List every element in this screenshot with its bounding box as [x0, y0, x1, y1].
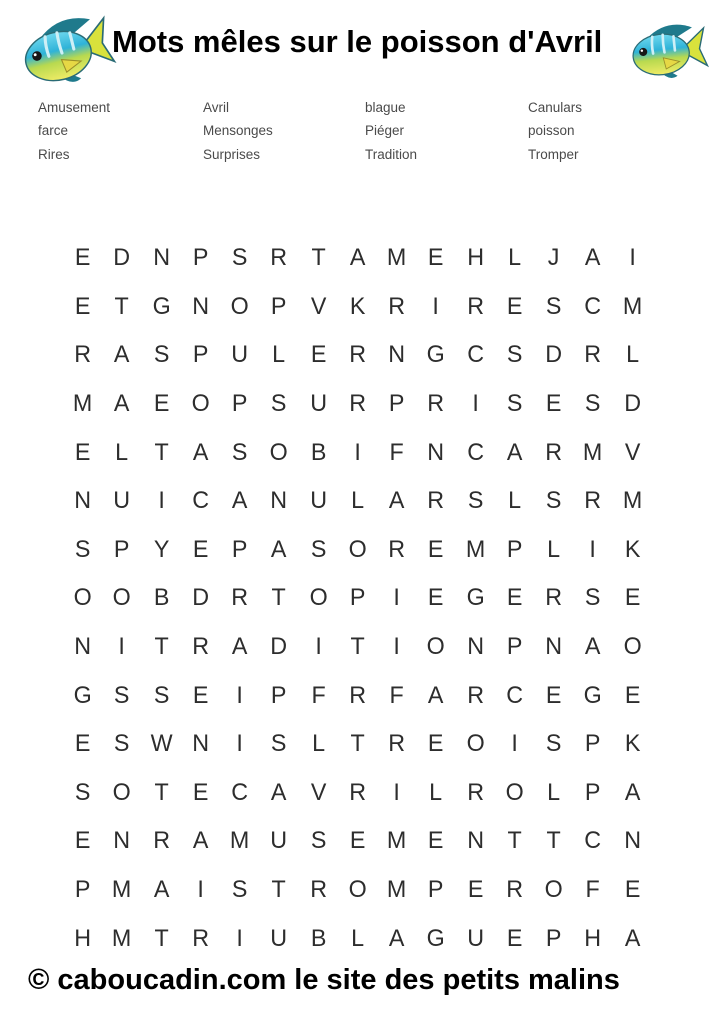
- grid-letter: C: [192, 487, 209, 515]
- grid-letter: Y: [153, 535, 169, 563]
- grid-letter: R: [584, 341, 602, 369]
- grid-letter: R: [349, 681, 366, 709]
- grid-letter: L: [625, 341, 639, 369]
- grid-letter: S: [271, 390, 287, 418]
- grid-letter: T: [154, 778, 169, 806]
- grid-letter: I: [314, 633, 322, 661]
- grid-letter: E: [74, 827, 91, 855]
- grid-letter: P: [506, 535, 523, 563]
- grid-letter: O: [230, 292, 249, 320]
- grid-letter: S: [546, 730, 562, 758]
- grid-letter: S: [74, 778, 91, 806]
- grid-letter: S: [74, 535, 91, 563]
- grid-letter: E: [624, 584, 641, 612]
- grid-letter: F: [311, 681, 326, 709]
- grid-letter: P: [271, 292, 287, 320]
- grid-letter: L: [115, 438, 129, 466]
- grid-letter: M: [387, 876, 407, 904]
- grid-letter: I: [511, 730, 518, 758]
- grid-letter: I: [393, 633, 400, 661]
- grid-letter: G: [73, 681, 92, 709]
- grid-letter: A: [388, 924, 405, 952]
- grid-letter: A: [153, 876, 169, 904]
- word-list-item: Canulars: [528, 100, 583, 115]
- grid-letter: I: [629, 244, 636, 272]
- grid-letter: E: [428, 584, 444, 612]
- grid-letter: H: [466, 244, 484, 272]
- grid-letter: P: [114, 535, 130, 563]
- grid-letter: I: [236, 924, 243, 952]
- word-list-item: Amusement: [38, 100, 111, 115]
- word-list-item: poisson: [528, 123, 575, 139]
- grid-letter: E: [546, 681, 562, 709]
- grid-letter: A: [192, 438, 209, 466]
- grid-letter: R: [388, 292, 406, 320]
- grid-letter: R: [584, 487, 602, 515]
- grid-letter: E: [310, 341, 326, 369]
- grid-letter: P: [192, 341, 209, 369]
- grid-letter: S: [114, 681, 130, 709]
- grid-letter: P: [231, 390, 248, 418]
- grid-letter: L: [311, 730, 325, 758]
- grid-letter: R: [349, 341, 366, 369]
- grid-letter: P: [74, 876, 91, 904]
- grid-letter: L: [508, 244, 522, 272]
- grid-letter: T: [154, 438, 169, 466]
- grid-letter: B: [310, 438, 326, 466]
- grid-letter: I: [589, 535, 597, 563]
- grid-letter: M: [387, 244, 407, 272]
- word-list-column: [38, 96, 203, 166]
- grid-letter: A: [231, 633, 248, 661]
- grid-letter: U: [309, 390, 327, 418]
- grid-letter: T: [271, 584, 287, 612]
- tropical-fish-icon: [4, 0, 127, 109]
- grid-letter: L: [508, 487, 522, 515]
- grid-letter: A: [114, 341, 130, 369]
- grid-letter: A: [192, 827, 209, 855]
- grid-letter: E: [74, 244, 91, 272]
- grid-letter: O: [348, 876, 367, 904]
- grid-letter: S: [153, 681, 169, 709]
- grid-letter: S: [585, 584, 601, 612]
- grid-letter: P: [585, 778, 601, 806]
- grid-letter: N: [74, 633, 92, 661]
- grid-letter: A: [506, 438, 523, 466]
- grid-letter: R: [388, 730, 406, 758]
- grid-letter: S: [310, 827, 326, 855]
- grid-letter: V: [624, 438, 641, 466]
- grid-letter: U: [466, 924, 484, 952]
- grid-letter: D: [623, 390, 641, 418]
- letter-grid: [63, 234, 652, 963]
- grid-letter: G: [426, 924, 446, 952]
- grid-letter: T: [350, 633, 365, 661]
- grid-letter: S: [310, 535, 326, 563]
- grid-letter: P: [585, 730, 601, 758]
- grid-letter: O: [544, 876, 563, 904]
- grid-letter: E: [74, 730, 91, 758]
- grid-letter: E: [192, 681, 209, 709]
- grid-letter: C: [506, 681, 523, 709]
- grid-letter: M: [229, 827, 250, 855]
- grid-letter: V: [310, 778, 326, 806]
- grid-letter: C: [466, 438, 484, 466]
- grid-letter: O: [348, 535, 367, 563]
- grid-letter: S: [114, 730, 130, 758]
- grid-letter: N: [192, 292, 209, 320]
- grid-letter: M: [465, 535, 485, 563]
- grid-letter: R: [152, 827, 170, 855]
- grid-letter: O: [466, 730, 485, 758]
- grid-letter: O: [112, 778, 131, 806]
- grid-letter: R: [74, 341, 92, 369]
- grid-letter: R: [349, 778, 366, 806]
- grid-letter: S: [506, 390, 523, 418]
- grid-letter: N: [74, 487, 92, 515]
- grid-letter: C: [584, 292, 602, 320]
- grid-letter: T: [350, 730, 365, 758]
- grid-letter: I: [393, 584, 400, 612]
- grid-letter: E: [624, 876, 641, 904]
- grid-letter: L: [547, 778, 561, 806]
- grid-letter: A: [231, 487, 248, 515]
- grid-letter: E: [506, 924, 523, 952]
- grid-letter: P: [506, 633, 523, 661]
- grid-letter: W: [150, 730, 173, 758]
- grid-letter: R: [466, 681, 484, 709]
- grid-letter: O: [309, 584, 328, 612]
- grid-letter: R: [545, 438, 563, 466]
- word-list-item: Tradition: [365, 146, 418, 162]
- grid-letter: R: [545, 584, 563, 612]
- grid-letter: S: [231, 244, 248, 272]
- grid-letter: R: [231, 584, 249, 612]
- grid-letter: E: [624, 681, 641, 709]
- grid-letter: F: [389, 438, 404, 466]
- grid-letter: S: [506, 341, 523, 369]
- word-list-column: [203, 96, 365, 166]
- grid-letter: E: [428, 827, 444, 855]
- grid-letter: F: [585, 876, 601, 904]
- grid-letter: H: [74, 924, 92, 952]
- word-list-item: Tromper: [528, 146, 579, 162]
- grid-letter: P: [349, 584, 366, 612]
- word-list-item: Piéger: [365, 123, 405, 139]
- grid-letter: E: [192, 535, 209, 563]
- grid-letter: L: [547, 535, 561, 563]
- grid-letter: D: [270, 633, 288, 661]
- grid-letter: R: [349, 390, 366, 418]
- grid-letter: T: [507, 827, 522, 855]
- grid-letter: S: [271, 730, 287, 758]
- word-list-column: [365, 96, 528, 166]
- grid-letter: P: [546, 924, 562, 952]
- grid-letter: A: [388, 487, 405, 515]
- grid-letter: P: [192, 244, 209, 272]
- grid-letter: N: [466, 827, 484, 855]
- word-list-item: Surprises: [203, 146, 261, 162]
- grid-letter: C: [584, 827, 602, 855]
- grid-letter: S: [153, 341, 169, 369]
- grid-letter: N: [270, 487, 288, 515]
- grid-letter: A: [585, 244, 601, 272]
- grid-letter: P: [231, 535, 248, 563]
- grid-letter: E: [428, 535, 444, 563]
- grid-letter: P: [271, 681, 287, 709]
- grid-letter: S: [585, 390, 601, 418]
- grid-letter: O: [112, 584, 131, 612]
- grid-letter: R: [466, 778, 484, 806]
- word-list-item: blague: [365, 100, 406, 115]
- grid-letter: V: [310, 292, 326, 320]
- grid-letter: E: [467, 876, 484, 904]
- grid-letter: C: [231, 778, 249, 806]
- grid-letter: L: [351, 487, 364, 515]
- word-list: [38, 96, 698, 166]
- grid-letter: N: [113, 827, 131, 855]
- grid-letter: N: [152, 244, 170, 272]
- grid-letter: R: [192, 633, 209, 661]
- word-list-item: Mensonges: [203, 123, 273, 139]
- grid-letter: O: [191, 390, 210, 418]
- grid-letter: C: [466, 341, 484, 369]
- grid-letter: O: [426, 633, 446, 661]
- grid-letter: R: [427, 390, 445, 418]
- footer-credit: © caboucadin.com le site des petits malins: [28, 964, 620, 996]
- grid-letter: R: [270, 244, 288, 272]
- grid-letter: A: [428, 681, 444, 709]
- grid-letter: I: [393, 778, 400, 806]
- grid-letter: I: [432, 292, 440, 320]
- grid-letter: E: [546, 390, 562, 418]
- grid-letter: O: [73, 584, 92, 612]
- grid-letter: N: [466, 633, 484, 661]
- grid-letter: S: [467, 487, 484, 515]
- grid-letter: S: [546, 292, 562, 320]
- grid-letter: R: [506, 876, 523, 904]
- grid-letter: T: [154, 633, 169, 661]
- grid-letter: M: [622, 487, 643, 515]
- grid-letter: E: [506, 292, 523, 320]
- grid-letter: O: [505, 778, 524, 806]
- grid-letter: A: [624, 924, 641, 952]
- grid-letter: M: [387, 827, 407, 855]
- grid-letter: R: [309, 876, 327, 904]
- grid-letter: L: [429, 778, 443, 806]
- grid-letter: U: [270, 924, 288, 952]
- grid-letter: E: [349, 827, 366, 855]
- grid-letter: A: [114, 390, 130, 418]
- grid-letter: T: [311, 244, 326, 272]
- grid-letter: K: [349, 292, 366, 320]
- grid-letter: M: [112, 924, 132, 952]
- grid-letter: M: [72, 390, 93, 418]
- grid-letter: I: [354, 438, 361, 466]
- grid-letter: G: [426, 341, 446, 369]
- grid-letter: A: [271, 778, 287, 806]
- grid-letter: I: [197, 876, 204, 904]
- grid-letter: G: [152, 292, 171, 320]
- grid-letter: S: [231, 438, 248, 466]
- grid-letter: U: [113, 487, 131, 515]
- grid-letter: A: [585, 633, 601, 661]
- grid-letter: R: [466, 292, 484, 320]
- grid-letter: S: [546, 487, 562, 515]
- grid-letter: K: [624, 535, 641, 563]
- grid-letter: N: [427, 438, 445, 466]
- grid-letter: P: [428, 876, 444, 904]
- grid-letter: M: [112, 876, 132, 904]
- grid-letter: I: [236, 681, 243, 709]
- grid-letter: M: [583, 438, 603, 466]
- grid-letter: N: [623, 827, 641, 855]
- grid-letter: F: [389, 681, 404, 709]
- grid-letter: T: [154, 924, 169, 952]
- grid-letter: S: [231, 876, 248, 904]
- grid-letter: E: [428, 244, 444, 272]
- grid-letter: T: [271, 876, 287, 904]
- grid-letter: D: [113, 244, 131, 272]
- grid-letter: N: [545, 633, 563, 661]
- grid-letter: L: [272, 341, 286, 369]
- grid-letter: O: [269, 438, 289, 466]
- page-title: Mots mêles sur le poisson d'Avril: [112, 24, 603, 59]
- word-list-item: Avril: [203, 100, 230, 115]
- grid-letter: D: [545, 341, 563, 369]
- grid-letter: P: [388, 390, 405, 418]
- grid-letter: I: [157, 487, 165, 515]
- grid-letter: E: [74, 292, 91, 320]
- grid-letter: E: [506, 584, 523, 612]
- word-list-item: farce: [38, 123, 69, 139]
- grid-letter: A: [349, 244, 366, 272]
- grid-letter: D: [192, 584, 209, 612]
- grid-letter: I: [236, 730, 243, 758]
- grid-letter: G: [466, 584, 485, 612]
- grid-letter: R: [388, 535, 406, 563]
- grid-letter: I: [118, 633, 126, 661]
- grid-letter: E: [428, 730, 444, 758]
- grid-letter: R: [427, 487, 445, 515]
- grid-letter: E: [74, 438, 91, 466]
- grid-letter: A: [624, 778, 641, 806]
- grid-letter: O: [623, 633, 642, 661]
- grid-letter: N: [192, 730, 209, 758]
- grid-letter: U: [270, 827, 288, 855]
- grid-letter: U: [231, 341, 249, 369]
- grid-letter: B: [153, 584, 169, 612]
- grid-letter: I: [472, 390, 479, 418]
- grid-letter: A: [271, 535, 287, 563]
- grid-letter: E: [192, 778, 209, 806]
- word-list-column: [528, 96, 698, 166]
- grid-letter: T: [114, 292, 130, 320]
- grid-letter: E: [153, 390, 169, 418]
- grid-letter: K: [624, 730, 641, 758]
- grid-letter: B: [310, 924, 326, 952]
- tropical-fish-icon: [620, 10, 715, 95]
- grid-letter: J: [547, 244, 560, 272]
- grid-letter: H: [584, 924, 602, 952]
- grid-letter: N: [388, 341, 406, 369]
- grid-letter: U: [309, 487, 327, 515]
- grid-letter: M: [622, 292, 643, 320]
- grid-letter: R: [192, 924, 209, 952]
- grid-letter: L: [351, 924, 364, 952]
- word-list-item: Rires: [38, 146, 70, 162]
- grid-letter: T: [546, 827, 561, 855]
- grid-letter: G: [584, 681, 603, 709]
